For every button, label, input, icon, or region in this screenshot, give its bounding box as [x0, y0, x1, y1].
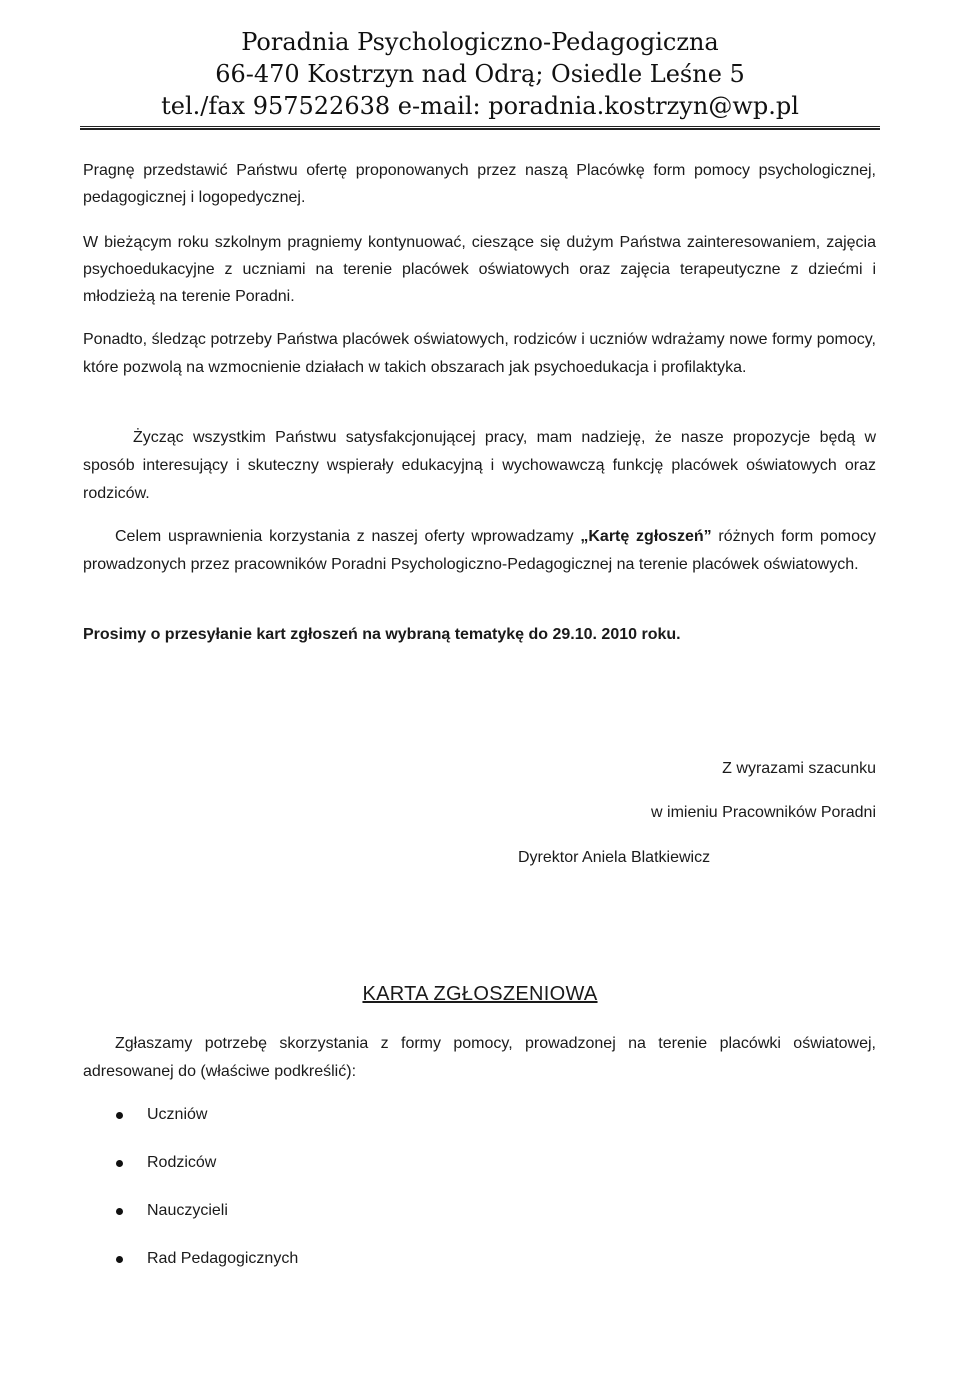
form-intro: Zgłaszamy potrzebę skorzystania z formy pomocy, prowadzonej na terenie placówki oświatowej, adresowanej do (właściwe podkreślić):: [83, 1035, 876, 1080]
letterhead-name: Poradnia Psychologiczno-Pedagogiczna: [241, 28, 719, 56]
paragraph-wishes: Życząc wszystkim Państwu satysfakcjonującej pracy, mam nadzieję, że nasze propozycje będą w sposób interesujący i skuteczny wspierały edukacyjną i wychowawczą funkcję placówek oświatowych oraz rodziców.: [83, 429, 876, 502]
bullet-icon: [116, 1160, 123, 1167]
paragraph-intro: Pragnę przedstawić Państwu ofertę proponowanych przez naszą Placówkę form pomocy psychologicznej, pedagogicznej i logopedycznej.: [83, 162, 876, 206]
option-label: Rodziców: [147, 1154, 217, 1171]
letterhead-address: 66-470 Kostrzyn nad Odrą; Osiedle Leśne 5: [215, 60, 745, 88]
closing-signatory: Dyrektor Aniela Blatkiewicz: [518, 849, 711, 866]
list-item[interactable]: [110, 1244, 298, 1292]
closing-on-behalf: w imieniu Pracowników Poradni: [651, 804, 876, 821]
form-title: KARTA ZGŁOSZENIOWA: [362, 983, 598, 1005]
list-item[interactable]: [110, 1196, 298, 1244]
header-divider: [80, 126, 880, 130]
card-name: „Kartę zgłoszeń”: [580, 528, 712, 545]
paragraph-deadline: Prosimy o przesyłanie kart zgłoszeń na wybraną tematykę do 29.10. 2010 roku.: [83, 626, 681, 643]
paragraph-card-intro: [83, 523, 876, 579]
paragraph-continuation: W bieżącym roku szkolnym pragniemy kontynuować, cieszące się dużym Państwa zainteresowaniem, zajęcia psychoedukacyjne z uczniami na terenie placówek oświatowych oraz zajęcia terapeutyczne z dziećmi i młodzieżą na terenie Poradni.: [83, 234, 876, 305]
letterhead: [0, 26, 960, 122]
paragraph-new-forms: Ponadto, śledząc potrzeby Państwa placówek oświatowych, rodziców i uczniów wdrażamy nowe formy pomocy, które pozwolą na wzmocnienie działach w takich obszarach jak psychoedukacja i profilaktyka.: [83, 331, 876, 376]
list-item[interactable]: [110, 1100, 298, 1148]
bullet-icon: [116, 1208, 123, 1215]
card-intro-rest: różnych form pomocy prowadzonych przez pracowników Poradni Psychologiczno-Pedagogicznej na terenie placówek oświatowych.: [83, 528, 876, 573]
recipient-list: [110, 1100, 298, 1292]
bullet-icon: [116, 1256, 123, 1263]
option-label: Uczniów: [147, 1106, 208, 1123]
option-label: Nauczycieli: [147, 1202, 228, 1219]
bullet-icon: [116, 1112, 123, 1119]
list-item[interactable]: [110, 1148, 298, 1196]
card-intro-text: Celem usprawnienia korzystania z naszej oferty wprowadzamy: [115, 528, 581, 545]
option-label: Rad Pedagogicznych: [147, 1250, 299, 1267]
closing-regards: Z wyrazami szacunku: [722, 760, 876, 777]
letterhead-contact: tel./fax 957522638 e-mail: poradnia.kostrzyn@wp.pl: [161, 92, 799, 120]
